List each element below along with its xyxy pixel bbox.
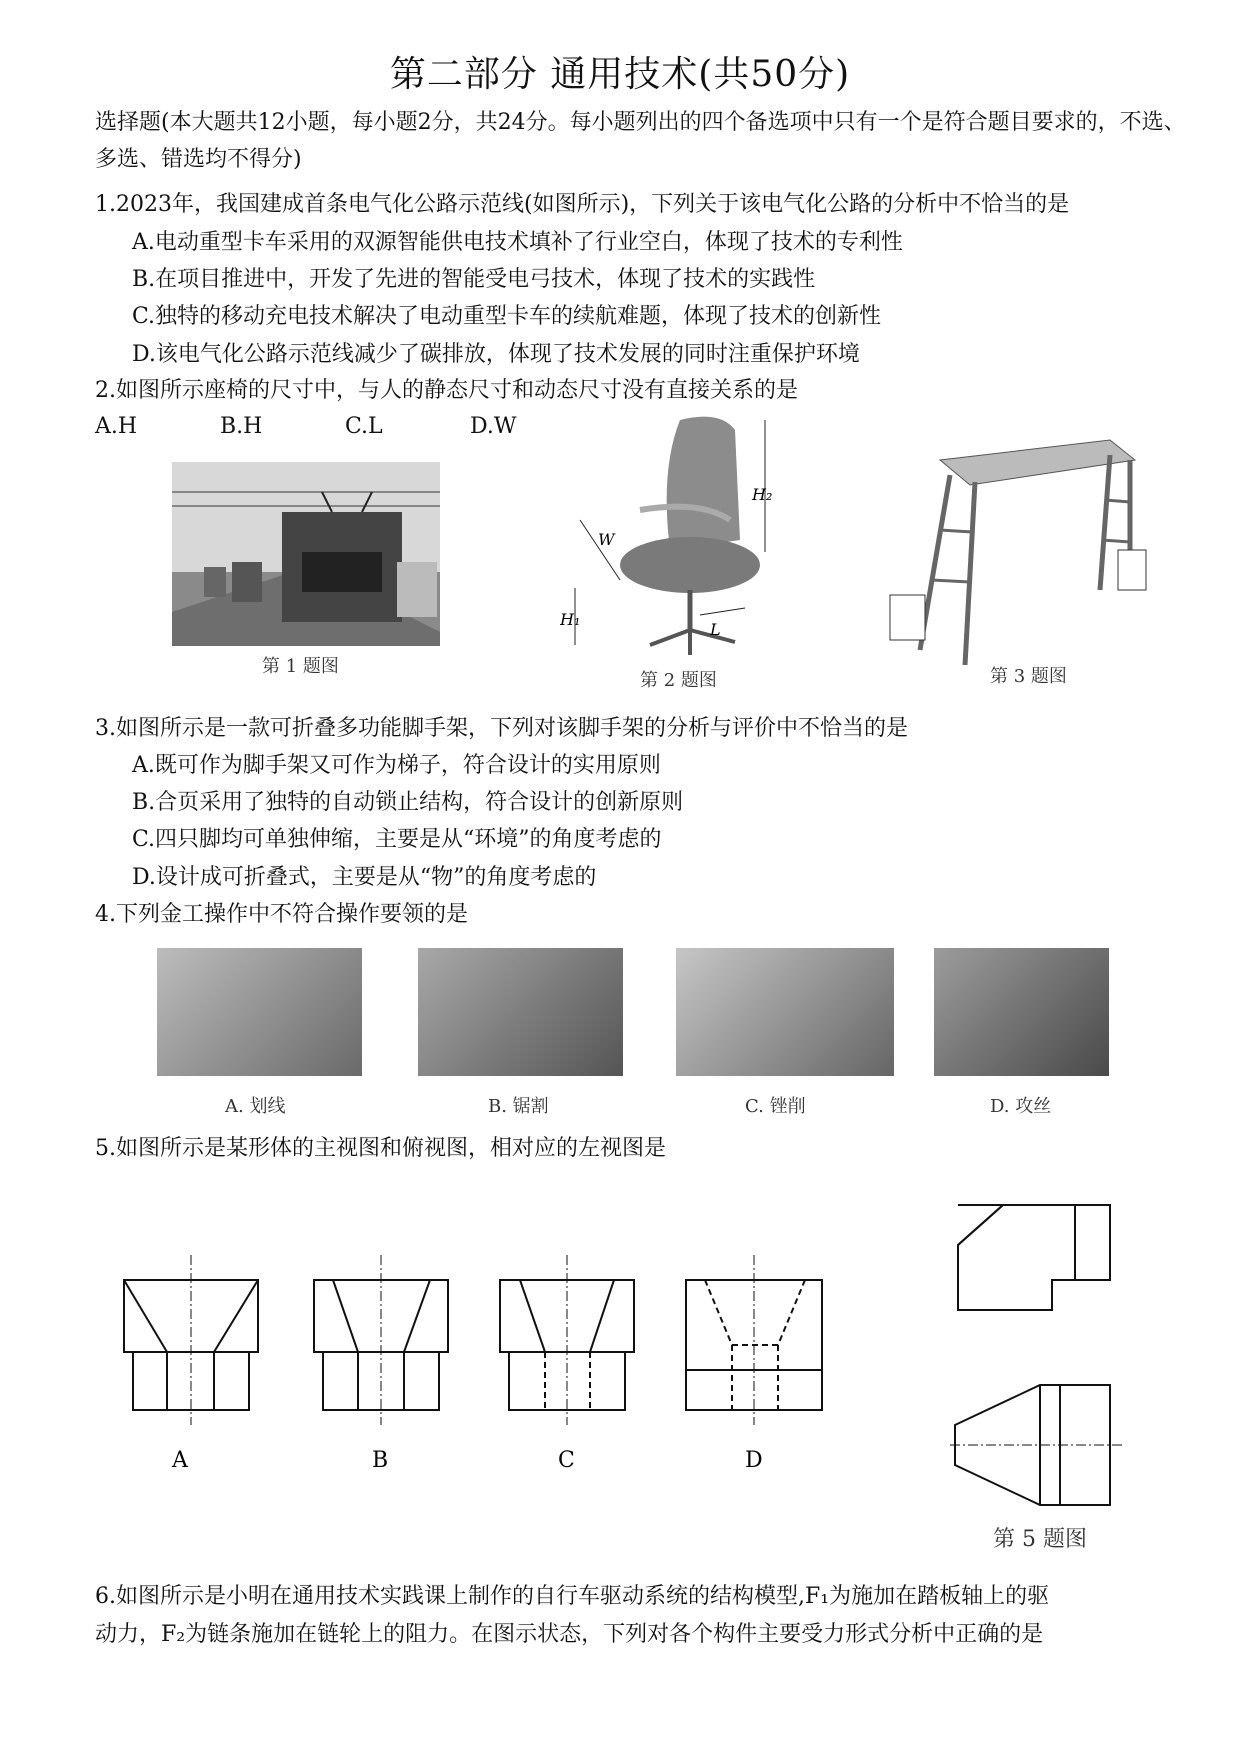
q5-label-a: A xyxy=(172,1448,188,1473)
q3-stem: 3.如图所示是一款可折叠多功能脚手架，下列对该脚手架的分析与评价中不恰当的是 xyxy=(95,716,908,741)
q4-photo-c xyxy=(676,948,894,1076)
q4-caption-b: B. 锯割 xyxy=(488,1096,549,1117)
q4-caption-c: C. 锉削 xyxy=(745,1096,806,1117)
q2-option-d: D.W xyxy=(470,414,517,439)
chair-label-w: W xyxy=(598,530,615,549)
q2-options xyxy=(95,414,595,439)
q4-caption-d: D. 攻丝 xyxy=(990,1096,1052,1117)
q2-option-a: A.H xyxy=(95,414,138,439)
figure-5-caption: 第 5 题图 xyxy=(993,1527,1087,1552)
chair-label-l: L xyxy=(710,620,721,639)
q6-stem-line1: 6.如图所示是小明在通用技术实践课上制作的自行车驱动系统的结构模型,F₁为施加在踏板轴上的驱 xyxy=(95,1584,1050,1609)
q5-label-b: B xyxy=(372,1448,389,1473)
q1-stem: 1.2023年，我国建成首条电气化公路示范线(如图所示)，下列关于该电气化公路的分析中不恰当的是 xyxy=(95,192,1070,217)
q5-top-view xyxy=(950,1385,1125,1505)
q1-option-c: C.独特的移动充电技术解决了电动重型卡车的续航难题，体现了技术的创新性 xyxy=(132,304,882,329)
q4-photo-a xyxy=(157,948,362,1076)
q6-stem-line2: 动力，F₂为链条施加在链轮上的阻力。在图示状态，下列对各个构件主要受力形式分析中正确的是 xyxy=(95,1622,1044,1647)
chair-label-h2: H₂ xyxy=(752,485,773,504)
q4-photo-d xyxy=(934,948,1109,1076)
figure-1-caption: 第 1 题图 xyxy=(262,656,339,677)
q5-stem: 5.如图所示是某形体的主视图和俯视图，相对应的左视图是 xyxy=(95,1136,666,1161)
q4-caption-a: A. 划线 xyxy=(225,1096,286,1117)
figure-3-scaffold xyxy=(880,420,1160,680)
page-title: 第二部分 通用技术(共50分) xyxy=(389,54,851,95)
q2-option-c: C.L xyxy=(345,414,383,439)
chair-label-h1: H₁ xyxy=(560,610,581,629)
figure-2-caption: 第 2 题图 xyxy=(640,670,717,691)
q5-label-d: D xyxy=(745,1448,763,1473)
figure-1-truck-photo xyxy=(172,462,440,646)
q1-option-b: B.在项目推进中，开发了先进的智能受电弓技术，体现了技术的实践性 xyxy=(132,267,816,292)
figure-3-caption: 第 3 题图 xyxy=(990,666,1067,687)
q1-option-a: A.电动重型卡车采用的双源智能供电技术填补了行业空白，体现了技术的专利性 xyxy=(132,230,903,255)
q2-stem: 2.如图所示座椅的尺寸中，与人的静态尺寸和动态尺寸没有直接关系的是 xyxy=(95,378,798,403)
q1-option-d: D.该电气化公路示范线减少了碳排放，体现了技术发展的同时注重保护环境 xyxy=(132,342,860,367)
q3-option-d: D.设计成可折叠式，主要是从“物”的角度考虑的 xyxy=(132,865,597,890)
q3-option-c: C.四只脚均可单独伸缩，主要是从“环境”的角度考虑的 xyxy=(132,827,662,852)
figure-2-chair xyxy=(560,410,780,660)
q4-photo-b xyxy=(418,948,623,1076)
q5-front-view xyxy=(958,1205,1110,1310)
q5-label-c: C xyxy=(558,1448,575,1473)
q3-option-b: B.合页采用了独特的自动锁止结构，符合设计的创新原则 xyxy=(132,790,684,815)
q5-drawings xyxy=(0,1160,1240,1560)
q2-option-b: B.H xyxy=(220,414,263,439)
section-intro: 选择题(本大题共12小题，每小题2分，共24分。每小题列出的四个备选项中只有一个是符合题目要求的，不选、多选、错选均不得分) xyxy=(95,110,1186,172)
q4-stem: 4.下列金工操作中不符合操作要领的是 xyxy=(95,902,468,927)
q3-option-a: A.既可作为脚手架又可作为梯子，符合设计的实用原则 xyxy=(132,753,661,778)
